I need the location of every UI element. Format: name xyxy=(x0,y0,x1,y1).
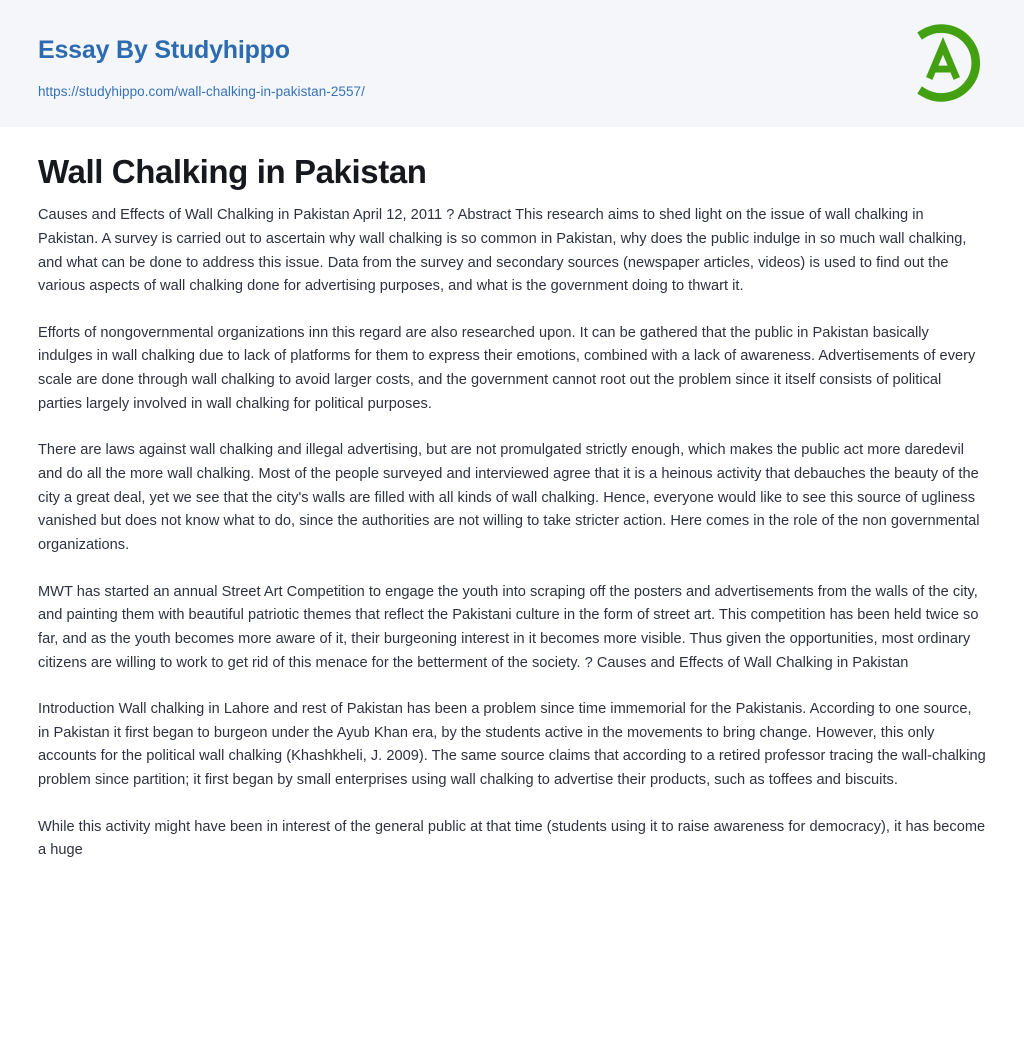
article-paragraph: Efforts of nongovernmental organizations inn this regard are also researched upon. It can be gathered that the public in Pakistan basically indulges in wall chalking due to lack of platforms for them to express their emotions, combined with a lack of awareness. Advertisements of every scale are done through wall chalking to avoid larger costs, and the government cannot root out the problem since it itself consists of political parties largely involved in wall chalking for political purposes. xyxy=(38,324,976,412)
brand-title: Essay By Studyhippo xyxy=(38,36,290,64)
article-body xyxy=(38,192,986,863)
article-container xyxy=(0,127,1024,863)
article-paragraph: While this activity might have been in interest of the general public at that time (students using it to raise awareness for democracy), it has become a huge xyxy=(38,818,986,859)
studyhippo-a-circle-logo-icon xyxy=(900,20,986,106)
source-url-link[interactable]: https://studyhippo.com/wall-chalking-in-pakistan-2557/ xyxy=(38,84,365,99)
article-paragraph: There are laws against wall chalking and illegal advertising, but are not promulgated strictly enough, which makes the public act more daredevil and do all the more wall chalking. Most of the people surveyed and interviewed agree that it is a heinous activity that debauches the beauty of the city a great deal, yet we see that the city's walls are filled with all kinds of wall chalking. Hence, everyone would like to see this source of ugliness vanished but does not know what to do, since the authorities are not willing to take stricter action. Here comes in the role of the non governmental organizations. xyxy=(38,442,980,553)
site-header xyxy=(0,0,1024,127)
article-paragraph: Causes and Effects of Wall Chalking in Pakistan April 12, 2011 ? Abstract This research aims to shed light on the issue of wall chalking in Pakistan. A survey is carried out to ascertain why wall chalking is so common in Pakistan, why does the public indulge in so much wall chalking, and what can be done to address this issue. Data from the survey and secondary sources (newspaper articles, videos) is used to find out the various aspects of wall chalking done for advertising purposes, and what is the government doing to thwart it. xyxy=(38,207,967,295)
article-paragraph: MWT has started an annual Street Art Competition to engage the youth into scraping off the posters and advertisements from the walls of the city, and painting them with beautiful patriotic themes that reflect the Pakistani culture in the form of street art. This competition has been held twice so far, and as the youth becomes more aware of it, their burgeoning interest in it becomes more visible. Thus given the opportunities, most ordinary citizens are willing to work to get rid of this menace for the betterment of the society. ? Causes and Effects of Wall Chalking in Pakistan xyxy=(38,583,979,671)
page-title: Wall Chalking in Pakistan xyxy=(38,153,427,190)
header-inner xyxy=(36,0,988,127)
article-paragraph: Introduction Wall chalking in Lahore and rest of Pakistan has been a problem since time immemorial for the Pakistanis. According to one source, in Pakistan it first began to burgeon under the Ayub Khan era, by the students active in the movements to bring change. However, this only accounts for the political wall chalking (Khashkheli, J. 2009). The same source claims that according to a retired professor tracing the wall-chalking problem since partition; it first began by small enterprises using wall chalking to advertise their products, such as toffees and biscuits. xyxy=(38,701,986,789)
